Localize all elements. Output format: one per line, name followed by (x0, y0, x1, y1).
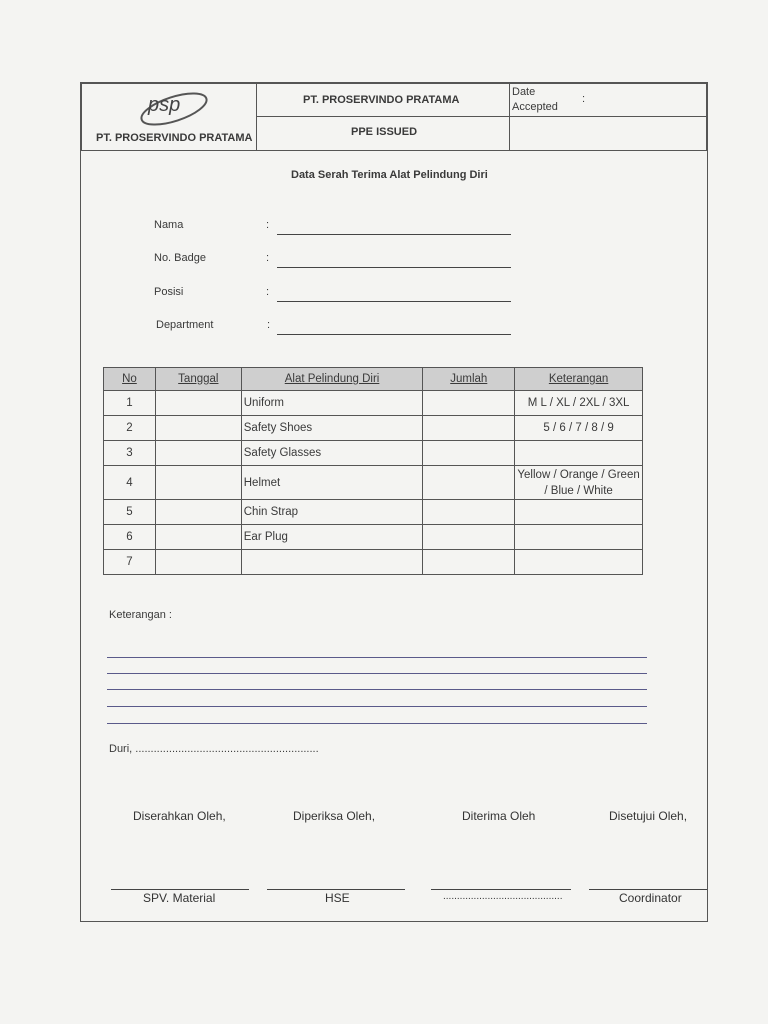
row-item: Ear Plug (241, 525, 423, 550)
row-no: 1 (104, 391, 156, 416)
row-jumlah[interactable] (423, 441, 515, 466)
sig-role-diserahkan: Diserahkan Oleh, (133, 809, 226, 823)
row-jumlah[interactable] (423, 391, 515, 416)
field-label-department: Department (156, 319, 214, 331)
col-header-jumlah: Jumlah (423, 368, 515, 391)
row-tanggal[interactable] (155, 550, 241, 575)
sig-line-1[interactable] (111, 889, 249, 890)
field-colon: : (266, 252, 270, 264)
company-name-center: PT. PROSERVINDO PRATAMA (303, 94, 460, 106)
row-no: 3 (104, 441, 156, 466)
date-colon: : (582, 93, 586, 105)
row-item: Uniform (241, 391, 423, 416)
notes-line-2[interactable] (107, 673, 647, 674)
table-row (104, 550, 643, 575)
logo-cell (81, 83, 257, 151)
badge-input-line[interactable] (277, 267, 511, 268)
table-row (104, 416, 643, 441)
row-no: 7 (104, 550, 156, 575)
row-jumlah[interactable] (423, 466, 515, 500)
sig-name-receiver: ........................................... (443, 891, 563, 902)
row-no: 6 (104, 525, 156, 550)
field-label-badge: No. Badge (154, 252, 206, 264)
table-row (104, 466, 643, 500)
row-jumlah[interactable] (423, 416, 515, 441)
row-no: 2 (104, 416, 156, 441)
notes-line-5[interactable] (107, 723, 647, 724)
row-no: 4 (104, 466, 156, 500)
sig-line-3[interactable] (431, 889, 571, 890)
table-row (104, 500, 643, 525)
row-tanggal[interactable] (155, 416, 241, 441)
form-title: Data Serah Terima Alat Pelindung Diri (291, 169, 488, 181)
row-tanggal[interactable] (155, 441, 241, 466)
logo-text: psp (148, 94, 181, 116)
sig-name-coordinator: Coordinator (619, 891, 682, 905)
row-item: Safety Shoes (241, 416, 423, 441)
sig-name-hse: HSE (325, 891, 350, 905)
row-tanggal[interactable] (155, 500, 241, 525)
department-input-line[interactable] (277, 334, 511, 335)
table-row (104, 391, 643, 416)
ppe-form-sheet (80, 82, 708, 922)
row-tanggal[interactable] (155, 391, 241, 416)
doc-title: PPE ISSUED (351, 126, 418, 138)
row-keterangan (515, 550, 643, 575)
sig-line-2[interactable] (267, 889, 405, 890)
row-no: 5 (104, 500, 156, 525)
field-label-nama: Nama (154, 219, 184, 231)
row-item: Safety Glasses (241, 441, 423, 466)
field-colon: : (267, 319, 271, 331)
notes-label: Keterangan : (109, 609, 172, 621)
row-keterangan (515, 525, 643, 550)
accepted-label: Accepted (512, 101, 558, 113)
table-header-row (104, 368, 643, 391)
notes-line-1[interactable] (107, 657, 647, 658)
place-date-line[interactable]: Duri, ............................................................ (109, 743, 319, 755)
row-keterangan (515, 500, 643, 525)
row-jumlah[interactable] (423, 500, 515, 525)
posisi-input-line[interactable] (277, 301, 511, 302)
field-label-posisi: Posisi (154, 286, 184, 298)
row-item: Chin Strap (241, 500, 423, 525)
row-jumlah[interactable] (423, 525, 515, 550)
sig-role-diterima: Diterima Oleh (462, 809, 536, 823)
row-tanggal[interactable] (155, 525, 241, 550)
col-header-keterangan: Keterangan (515, 368, 643, 391)
sig-line-4[interactable] (589, 889, 707, 890)
col-header-no: No (104, 368, 156, 391)
notes-line-4[interactable] (107, 706, 647, 707)
sig-name-spv: SPV. Material (143, 891, 216, 905)
row-item: Helmet (241, 466, 423, 500)
col-header-tanggal: Tanggal (155, 368, 241, 391)
col-header-alat: Alat Pelindung Diri (241, 368, 423, 391)
ppe-table (103, 367, 643, 575)
field-colon: : (266, 219, 270, 231)
row-keterangan: M L / XL / 2XL / 3XL (515, 391, 643, 416)
doc-title-cell (256, 116, 510, 151)
date-label: Date (512, 86, 536, 98)
sig-role-diperiksa: Diperiksa Oleh, (293, 809, 376, 823)
company-name-left: PT. PROSERVINDO PRATAMA (96, 132, 253, 144)
row-keterangan: 5 / 6 / 7 / 8 / 9 (515, 416, 643, 441)
row-item (241, 550, 423, 575)
sig-role-disetujui: Disetujui Oleh, (609, 809, 688, 823)
row-tanggal[interactable] (155, 466, 241, 500)
date-accepted-cell (509, 83, 707, 117)
table-row (104, 525, 643, 550)
table-row (104, 441, 643, 466)
row-keterangan (515, 441, 643, 466)
nama-input-line[interactable] (277, 234, 511, 235)
row-jumlah[interactable] (423, 550, 515, 575)
field-colon: : (266, 286, 270, 298)
date-value-cell[interactable] (509, 116, 707, 151)
row-keterangan: Yellow / Orange / Green / Blue / White (515, 466, 643, 500)
company-name-cell (256, 83, 510, 117)
notes-line-3[interactable] (107, 689, 647, 690)
